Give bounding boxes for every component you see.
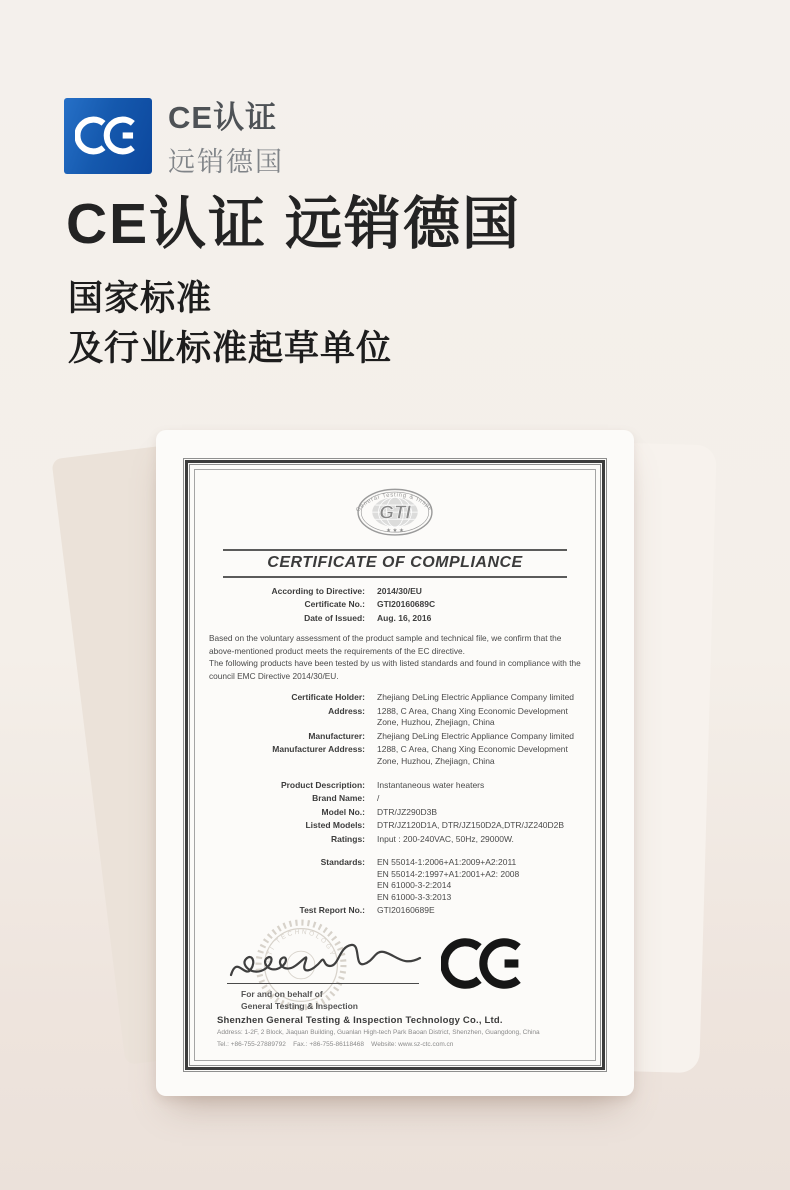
gti-logo [207, 476, 583, 547]
kv-label: Listed Models: [305, 820, 365, 831]
kv-value: Zhejiang DeLing Electric Appliance Company limited [377, 730, 575, 741]
kv-label: According to Directive: [271, 586, 365, 596]
certificate-footer [207, 1015, 583, 1050]
issuer-address: Address: 1-2F, 2 Block, Jiaquan Building, Guanlan High-tech Park Baoan District, Shenzhen, Guangdong, China [217, 1028, 540, 1036]
ce-conformity-mark-icon [441, 935, 529, 992]
product-row [207, 793, 583, 804]
signature-caption [241, 988, 358, 1013]
product-row [207, 780, 583, 791]
ce-logo-badge [64, 98, 152, 174]
svg-text:GTI TECHNOLOGY: GTI TECHNOLOGY [264, 928, 337, 964]
kv-label: Test Report No.: [299, 905, 365, 916]
certificate-title: CERTIFICATE OF COMPLIANCE [267, 554, 523, 571]
kv-label: Standards: [320, 857, 365, 868]
holder-row [207, 744, 583, 767]
svg-text:GTI: GTI [379, 501, 411, 523]
kv-value: DTR/JZ120D1A, DTR/JZ150D2A,DTR/JZ240D2B [377, 820, 565, 831]
signature-rule [227, 983, 419, 984]
kv-value: 1288, C Area, Chang Xing Economic Development Zone, Huzhou, Zhejiagn, China [377, 744, 568, 766]
holder-row [207, 706, 583, 729]
meta-row [207, 586, 583, 597]
standard-line: EN 61000-3-2:2014 [377, 880, 452, 891]
kv-value: Zhejiang DeLing Electric Appliance Company limited [377, 692, 575, 703]
standard-line: EN 61000-3-3:2013 [377, 891, 452, 902]
kv-value: GTI20160689E [377, 905, 435, 916]
meta-row [207, 613, 583, 624]
certificate-card [156, 430, 634, 1096]
page-subtitle [68, 274, 392, 373]
subtitle-line-1: 国家标准 [68, 279, 213, 318]
kv-label: Product Description: [280, 779, 365, 790]
holder-row [207, 731, 583, 742]
certificate-title-rule [223, 549, 567, 578]
intro-line: Based on the voluntary assessment of the product sample and technical file, we confirm that the above-mentioned product meets the requirements of the EC directive. [209, 633, 562, 656]
certificate-holder-section [207, 692, 583, 767]
ce-mark-icon [75, 114, 141, 157]
product-row [207, 834, 583, 845]
standards-section [207, 857, 583, 916]
issuer-contact: Tel.: +86-755-27889792 Fax.: +86-755-86118468 Website: www.sz-ctc.com.cn [217, 1040, 454, 1048]
standard-line: EN 55014-1:2006+A1:2009+A2:2011 [377, 857, 517, 868]
certificate-meta [207, 586, 583, 624]
certificate-intro [209, 632, 581, 682]
kv-label: Certificate No.: [304, 599, 365, 610]
kv-label: Address: [328, 705, 365, 716]
page-title: CE认证 远销德国 [66, 192, 522, 256]
signature-icon [223, 937, 428, 989]
standards-list [377, 857, 583, 903]
kv-label: Certificate Holder: [291, 692, 365, 703]
kv-value: 1288, C Area, Chang Xing Economic Development Zone, Huzhou, Zhejiagn, China [377, 705, 568, 728]
brand-badge [64, 92, 284, 179]
behalf-line-1: For and on behalf of [241, 988, 323, 999]
kv-value: Aug. 16, 2016 [377, 612, 432, 623]
kv-value: 2014/30/EU [377, 586, 422, 596]
kv-value: Input : 200-240VAC, 50Hz, 29000W. [377, 833, 514, 844]
brand-title: CE认证 [168, 100, 278, 135]
svg-text:★ ★ ★: ★ ★ ★ [386, 527, 404, 534]
gti-logo-icon [342, 476, 448, 542]
kv-label: Brand Name: [312, 793, 365, 804]
brand-subtitle: 远销德国 [168, 147, 284, 177]
kv-label: Manufacturer: [308, 730, 365, 741]
standard-line: EN 55014-2:1997+A1:2001+A2: 2008 [377, 868, 520, 879]
product-section [207, 780, 583, 845]
kv-value: Instantaneous water heaters [377, 779, 485, 790]
certificate-stage [0, 418, 790, 1138]
subtitle-line-2: 及行业标准起草单位 [68, 328, 393, 368]
svg-text:General Testing & Inspe: General Testing & Inspe [355, 492, 434, 514]
kv-label: Date of Issued: [304, 612, 365, 623]
meta-row [207, 599, 583, 610]
kv-label: Manufacturer Address: [272, 744, 365, 755]
signature-section [207, 921, 583, 1015]
issuer-company-name: Shenzhen General Testing & Inspection Technology Co., Ltd. [217, 1014, 503, 1026]
kv-value: GTI20160689C [377, 599, 436, 610]
standards-row [207, 857, 583, 903]
kv-label: Ratings: [331, 833, 365, 844]
holder-row [207, 692, 583, 703]
behalf-line-2: General Testing & Inspection [241, 1000, 358, 1011]
product-row [207, 807, 583, 818]
product-row [207, 820, 583, 831]
brand-text [168, 92, 284, 179]
intro-line: The following products have been tested by us with listed standards and found in compliance with the council EMC Directive 2014/30/EU. [209, 658, 581, 681]
kv-label: Model No.: [321, 806, 365, 817]
certificate-border [183, 458, 607, 1072]
kv-value: / [377, 793, 380, 804]
kv-value: DTR/JZ290D3B [377, 806, 437, 817]
